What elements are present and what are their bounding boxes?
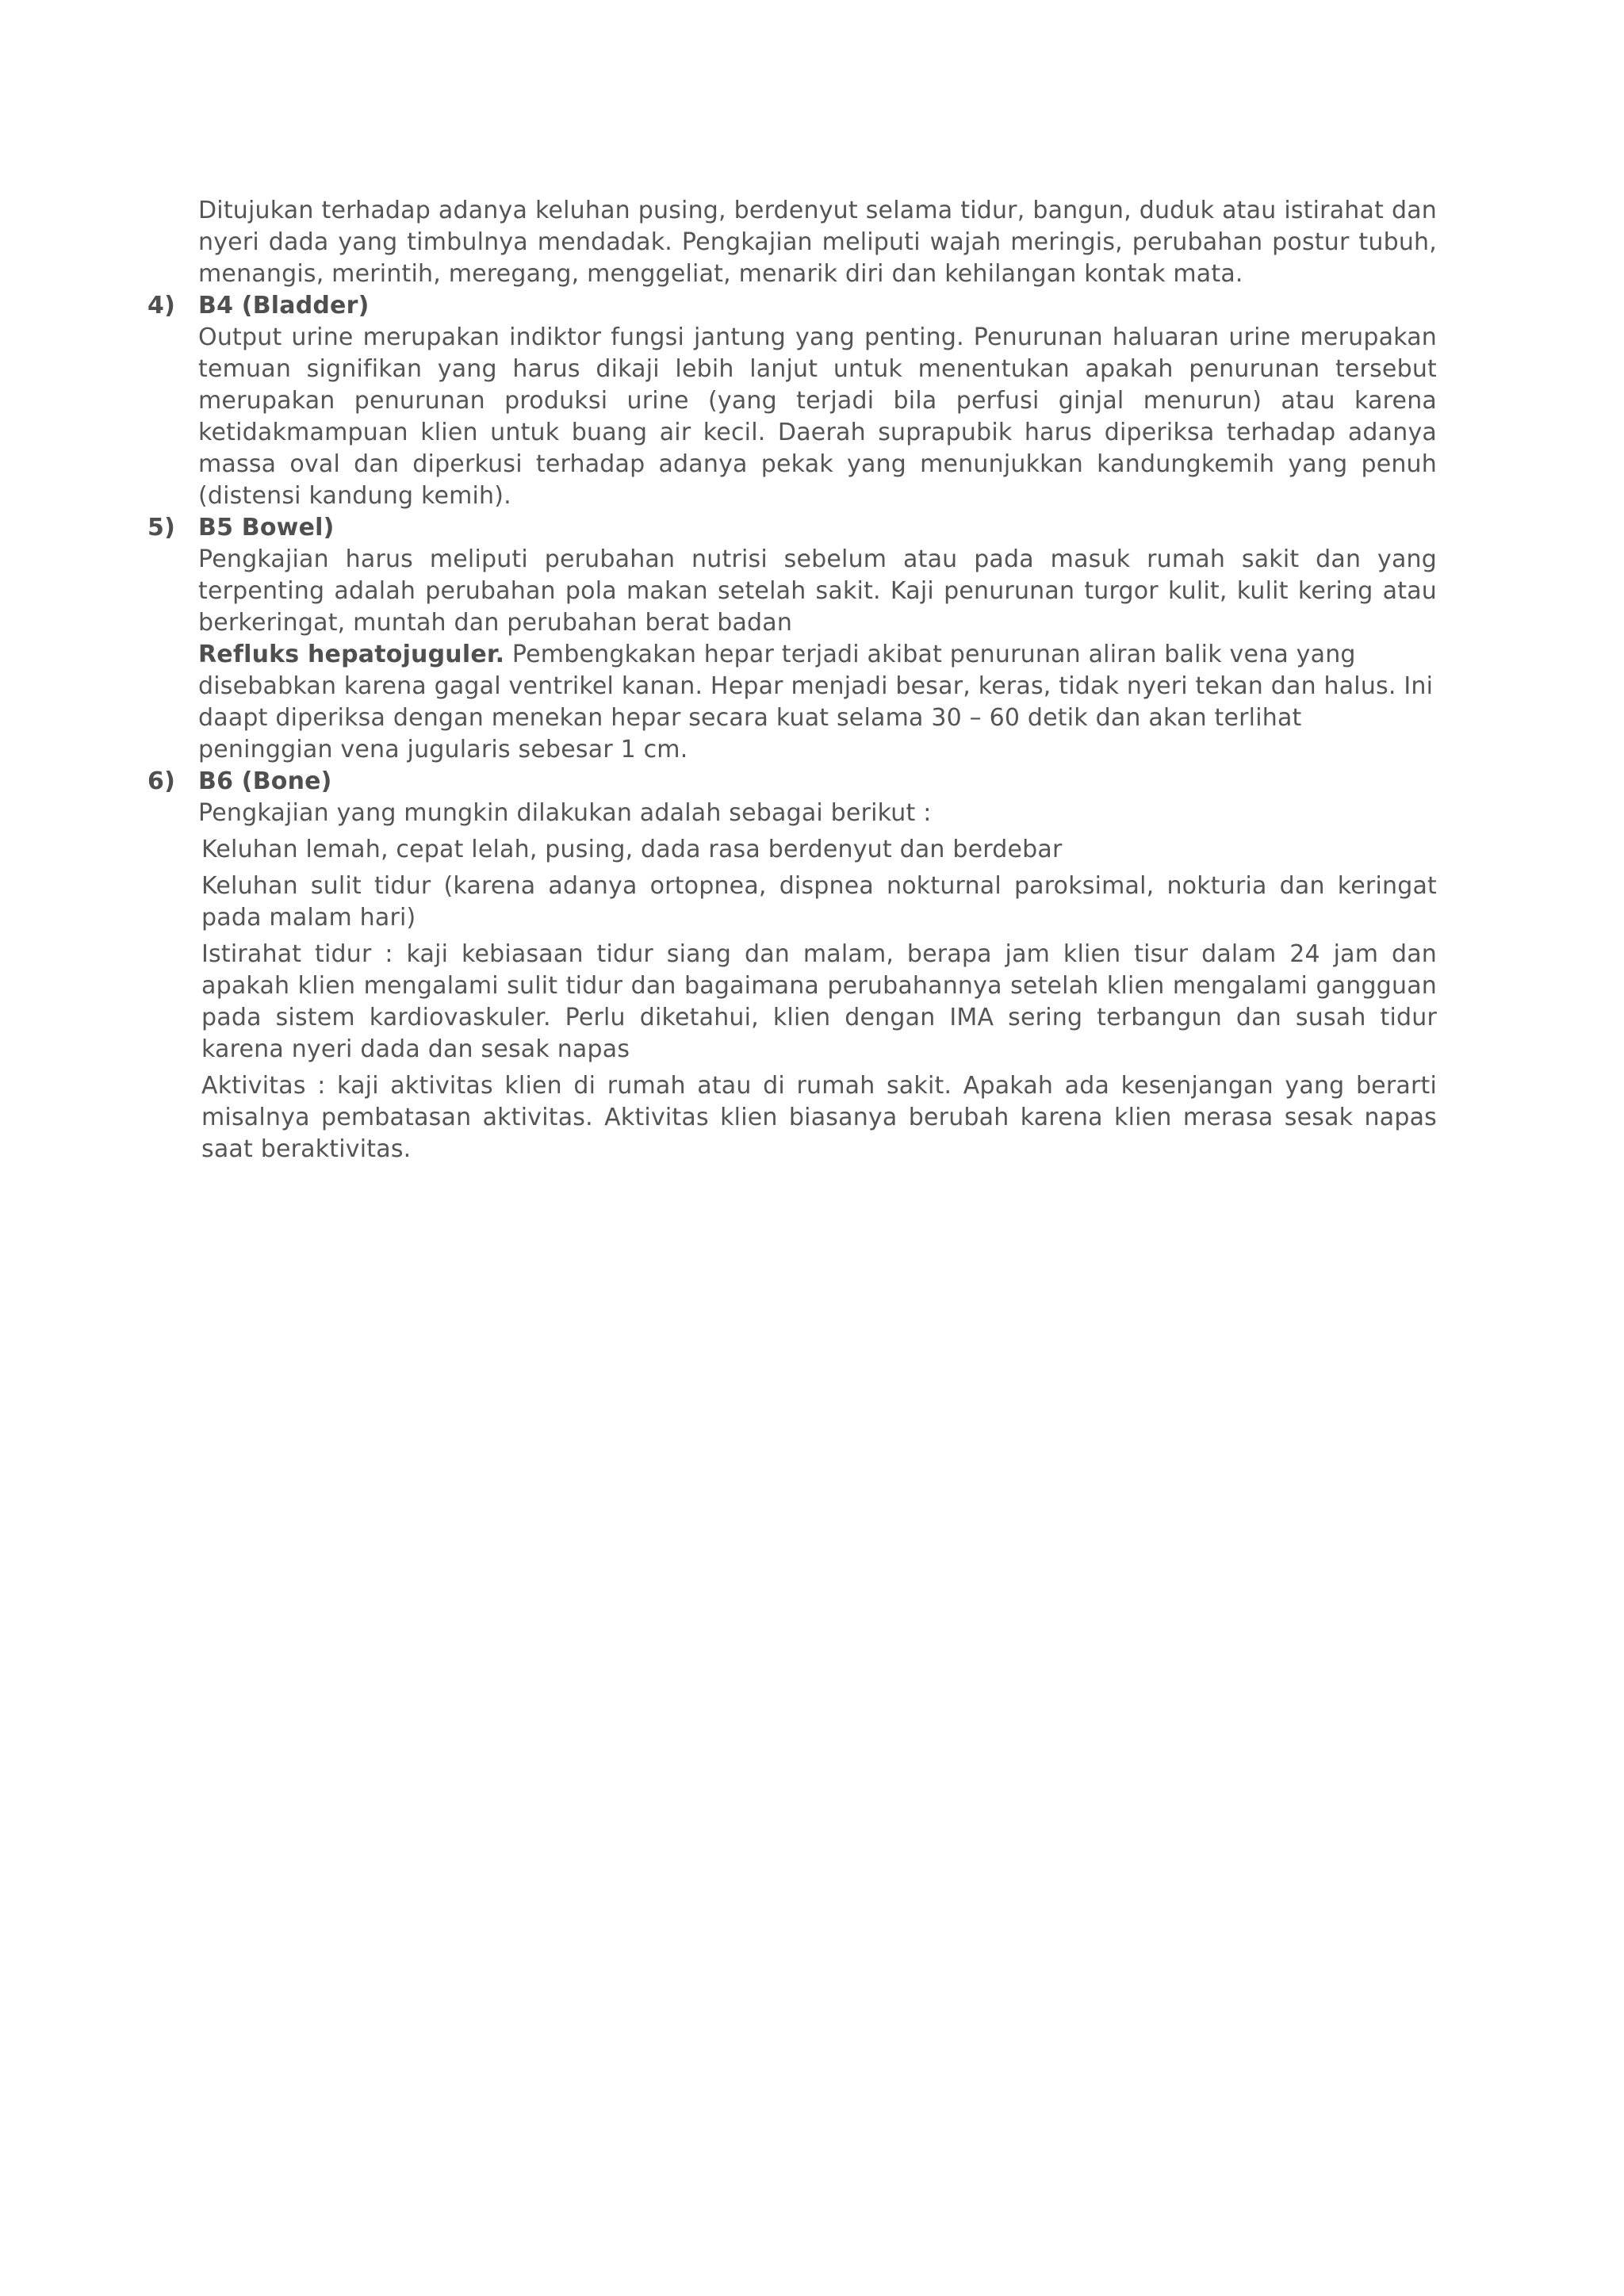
section-number: 4) [147, 292, 175, 320]
section-b5-paragraph: Pengkajian harus meliputi perubahan nutrisi sebelum atau pada masuk rumah sakit dan yang terpenting adalah perubahan pola makan setelah sakit. Kaji penurunan turgor kulit, kulit kering atau berkeringat, muntah dan perubahan berat badan [198, 545, 1437, 637]
section-title: B5 Bowel) [198, 514, 335, 541]
subheading-refluks: Refluks hepatojuguler. [198, 641, 505, 668]
section-heading-b6 [147, 766, 1437, 798]
section-b4-paragraph: Output urine merupakan indiktor fungsi jantung yang penting. Penurunan haluaran urine merupakan temuan signifikan yang harus dikaji lebih lanjut untuk menentukan apakah penurunan tersebut merupakan penurunan produksi urine (yang terjadi bila perfusi ginjal menurun) atau karena ketidakmampuan klien untuk buang air kecil. Daerah suprapubik harus diperiksa terhadap adanya massa oval dan diperkusi terhadap adanya pekak yang menunjukkan kandungkemih yang penuh (distensi kandung kemih). [198, 323, 1437, 510]
section-number: 5) [147, 514, 175, 541]
section-title: B6 (Bone) [198, 767, 332, 795]
list-item: Aktivitas : kaji aktivitas klien di rumah atau di rumah sakit. Apakah ada kesenjangan yang berarti misalnya pembatasan aktivitas. Aktivitas klien biasanya berubah karena klien merasa sesak napas saat beraktivitas. [201, 1072, 1437, 1163]
document-body [147, 195, 1437, 1165]
subparagraph-text: Pembengkakan hepar terjadi akibat penurunan aliran balik vena yang disebabkan karena gagal ventrikel kanan. Hepar menjadi besar, keras, tidak nyeri tekan dan halus. Ini daapt diperiksa dengan menekan hepar secara kuat selama 30 – 60 detik dan akan terlihat peninggian vena jugularis sebesar 1 cm. [198, 641, 1434, 763]
section-b6-paragraph: Pengkajian yang mungkin dilakukan adalah sebagai berikut : [198, 799, 932, 827]
section-title: B4 (Bladder) [198, 292, 370, 320]
list-item: Keluhan lemah, cepat lelah, pusing, dada rasa berdenyut dan berdebar [201, 836, 1063, 863]
intro-paragraph: Ditujukan terhadap adanya keluhan pusing, berdenyut selama tidur, bangun, duduk atau istirahat dan nyeri dada yang timbulnya mendadak. Pengkajian meliputi wajah meringis, perubahan postur tubuh, menangis, merintih, meregang, menggeliat, menarik diri dan kehilangan kontak mata. [198, 197, 1437, 288]
list-item: Keluhan sulit tidur (karena adanya ortopnea, dispnea nokturnal paroksimal, nokturia dan keringat pada malam hari) [201, 872, 1437, 932]
list-item: Istirahat tidur : kaji kebiasaan tidur siang dan malam, berapa jam klien tisur dalam 24 jam dan apakah klien mengalami sulit tidur dan bagaimana perubahannya setelah klien mengalami gangguan pada sistem kardiovaskuler. Perlu diketahui, klien dengan IMA sering terbangun dan susah tidur karena nyeri dada dan sesak napas [201, 940, 1437, 1063]
section-number: 6) [147, 767, 175, 795]
section-heading-b4 [147, 290, 1437, 322]
section-heading-b5 [147, 512, 1437, 544]
section-b5-subparagraph [198, 639, 1437, 766]
